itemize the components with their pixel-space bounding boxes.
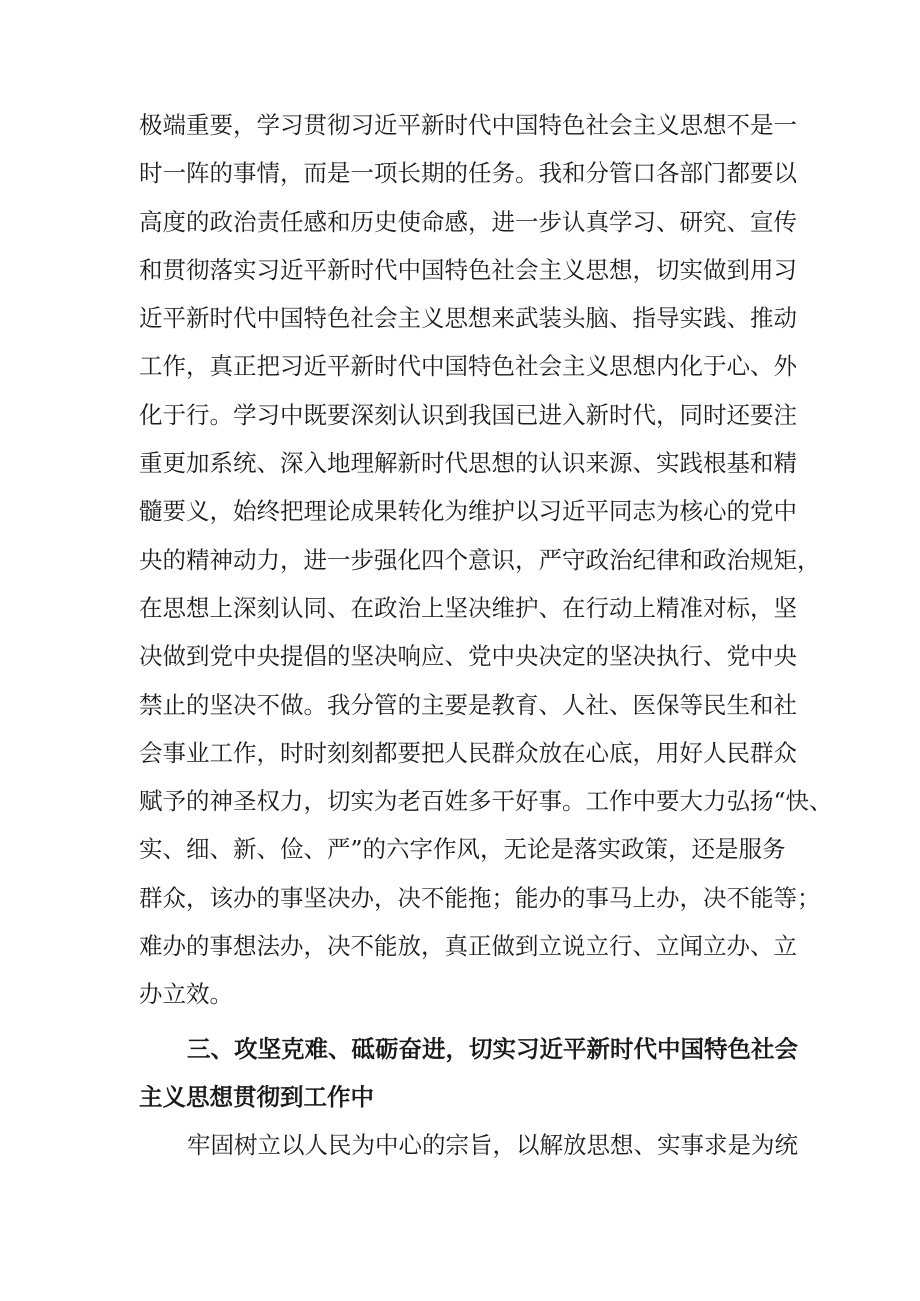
body-paragraph: [139, 101, 833, 1019]
text-line: 髓要义，始终把理论成果转化为维护以习近平同志为核心的党中: [139, 497, 797, 526]
text-line: 近平新时代中国特色社会主义思想来武装头脑、指导实践、推动: [139, 304, 797, 333]
text-line: 难办的事想法办，决不能放，真正做到立说立行、立闻立办、立: [139, 932, 797, 961]
text-line: 禁止的坚决不做。我分管的主要是教育、人社、医保等民生和社: [139, 690, 797, 719]
text-line: 央的精神动力，进一步强化四个意识，严守政治纪律和政治规矩，: [139, 545, 821, 574]
text-line: 赋予的神圣权力，切实为老百姓多干好事。工作中要大力弘扬“快、: [139, 787, 833, 816]
text-line: 实、细、新、俭、严”的六字作风，无论是落实政策，还是服务: [139, 835, 786, 864]
text-line: 群众，该办的事坚决办，决不能拖；能办的事马上办，决不能等；: [139, 883, 821, 912]
heading-line: 三、攻坚克难、砥砺奋进，切实习近平新时代中国特色社会: [187, 1034, 798, 1063]
text-line: 时一阵的事情，而是一项长期的任务。我和分管口各部门都要以: [139, 159, 797, 188]
text-line: 办立效。: [139, 980, 233, 1009]
document-page: [139, 101, 833, 1170]
text-line: 和贯彻落实习近平新时代中国特色社会主义思想，切实做到用习: [139, 255, 797, 284]
section-heading: [139, 1025, 798, 1122]
heading-line: 主义思想贯彻到工作中: [139, 1082, 374, 1111]
text-line: 化于行。学习中既要深刻认识到我国已进入新时代，同时还要注: [139, 400, 797, 429]
text-line: 决做到党中央提倡的坚决响应、党中央决定的坚决执行、党中央: [139, 642, 797, 671]
text-line: 极端重要，学习贯彻习近平新时代中国特色社会主义思想不是一: [139, 111, 797, 139]
text-line: 工作，真正把习近平新时代中国特色社会主义思想内化于心、外: [139, 352, 797, 381]
text-line: 重更加系统、深入地理解新时代思想的认识来源、实践根基和精: [139, 449, 797, 478]
text-line: 在思想上深刻认同、在政治上坚决维护、在行动上精准对标，坚: [139, 593, 797, 622]
text-line: 高度的政治责任感和历史使命感，进一步认真学习、研究、宣传: [139, 207, 797, 236]
body-paragraph: [139, 1121, 798, 1169]
text-line: 牢固树立以人民为中心的宗旨，以解放思想、实事求是为统: [187, 1131, 798, 1160]
text-line: 会事业工作，时时刻刻都要把人民群众放在心底，用好人民群众: [139, 738, 797, 767]
